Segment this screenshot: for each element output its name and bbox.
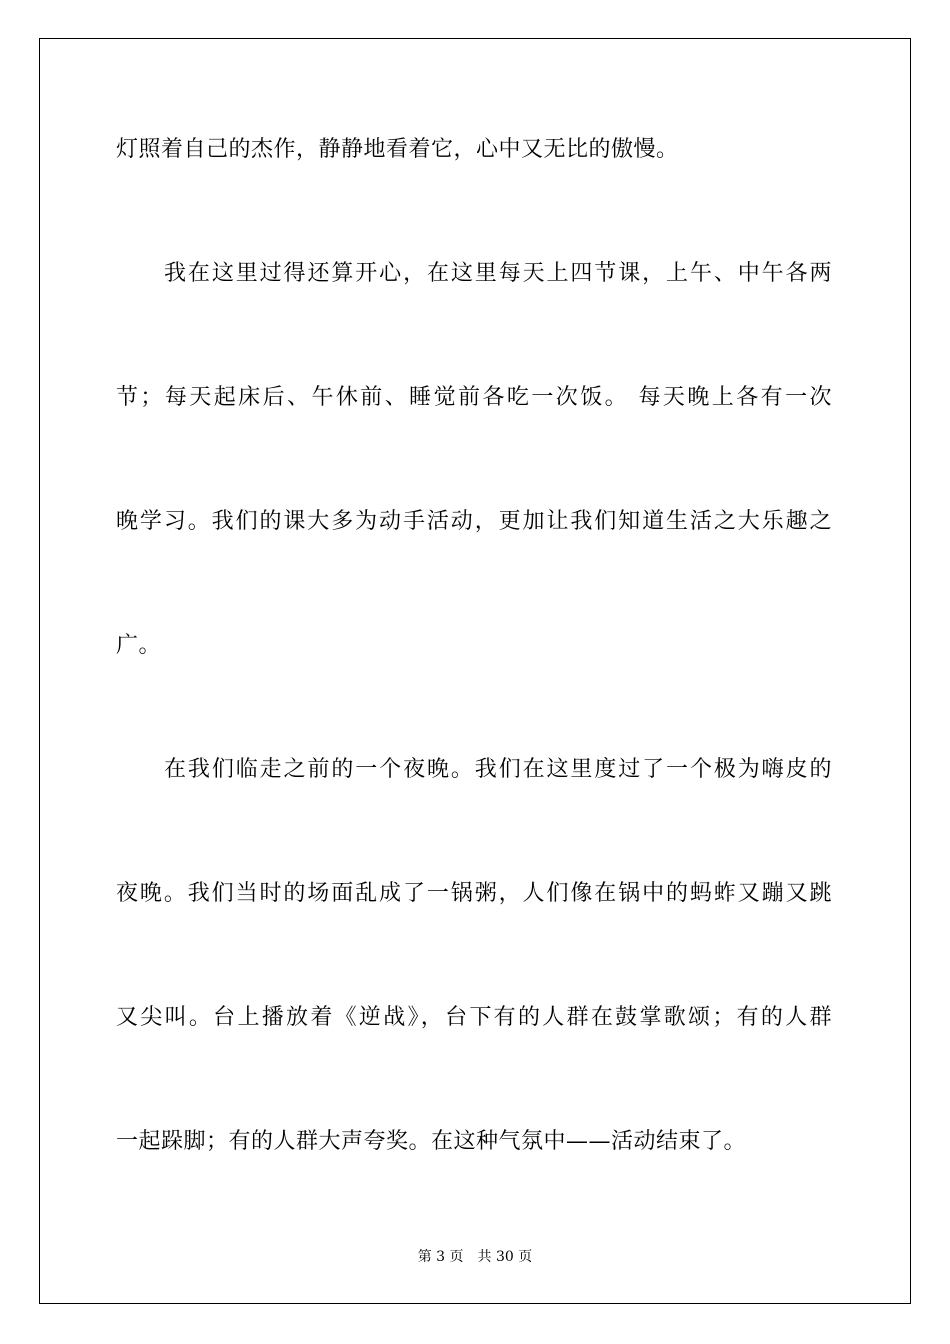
page-total: 共 30 页 [477, 1249, 533, 1265]
paragraph-line: 夜晚。我们当时的场面乱成了一锅粥，人们像在锅中的蚂蚱又蹦又跳 [116, 881, 832, 906]
paragraph-line: 节；每天起床后、午休前、睡觉前各吃一次饭。 每天晚上各有一次 [116, 385, 832, 410]
page-footer [0, 1247, 950, 1267]
paragraph-line: 在我们临走之前的一个夜晚。我们在这里度过了一个极为嗨皮的 [164, 757, 832, 782]
paragraph-line: 一起跺脚；有的人群大声夸奖。在这种气氛中——活动结束了。 [116, 1129, 747, 1154]
paragraph-line: 又尖叫。台上播放着《逆战》，台下有的人群在鼓掌歌颂；有的人群 [116, 1005, 832, 1030]
page-border [39, 38, 911, 1304]
paragraph-line: 晚学习。我们的课大多为动手活动，更加让我们知道生活之大乐趣之 [116, 509, 832, 534]
paragraph-line: 广。 [116, 633, 162, 658]
paragraph-line: 我在这里过得还算开心，在这里每天上四节课，上午、中午各两 [164, 261, 832, 286]
page-number: 第 3 页 [417, 1249, 464, 1265]
paragraph-line: 灯照着自己的杰作，静静地看着它，心中又无比的傲慢。 [116, 137, 679, 162]
